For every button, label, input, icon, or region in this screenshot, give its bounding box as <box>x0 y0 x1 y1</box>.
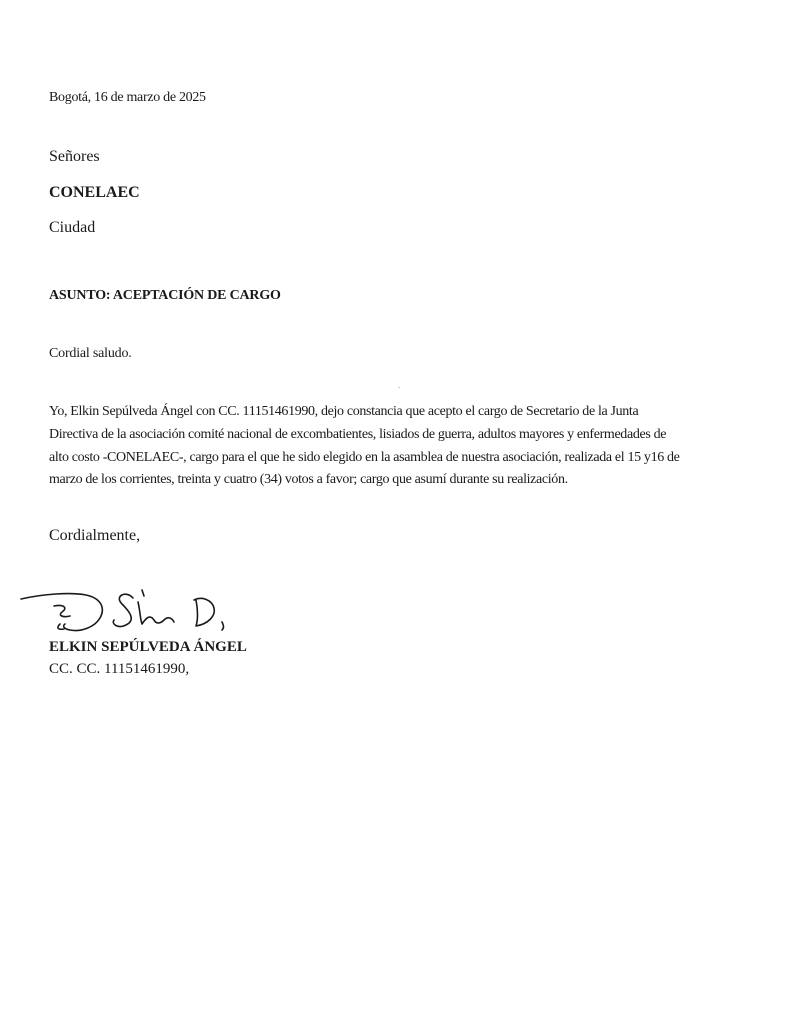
subject-line: ASUNTO: ACEPTACIÓN DE CARGO <box>49 288 281 303</box>
closing: Cordialmente, <box>49 527 141 544</box>
scan-speck <box>398 387 400 388</box>
letter-date: Bogotá, 16 de marzo de 2025 <box>49 90 206 105</box>
recipient-organization: CONELAEC <box>49 184 140 201</box>
signer-id: CC. CC. 11151461990, <box>49 661 190 677</box>
greeting: Cordial saludo. <box>49 346 132 361</box>
body-line-2: Directiva de la asociación comité nacional de excombatientes, lisiados de guerra, adultos mayores y enfermedades de <box>49 427 667 442</box>
recipient-salutation: Señores <box>49 148 100 165</box>
body-line-3: alto costo -CONELAEC-, cargo para el que he sido elegido en la asamblea de nuestra asociación, realizada el 15 y16 de <box>49 450 680 465</box>
body-line-4: marzo de los corrientes, treinta y cuatro (34) votos a favor; cargo que asumí durante su realización. <box>49 472 568 487</box>
recipient-city: Ciudad <box>49 219 96 236</box>
handwritten-signature <box>18 580 248 640</box>
signer-name: ELKIN SEPÚLVEDA ÁNGEL <box>49 639 247 655</box>
body-line-1: Yo, Elkin Sepúlveda Ángel con CC. 11151461990, dejo constancia que acepto el cargo de Secretario de la Junta <box>49 404 639 419</box>
